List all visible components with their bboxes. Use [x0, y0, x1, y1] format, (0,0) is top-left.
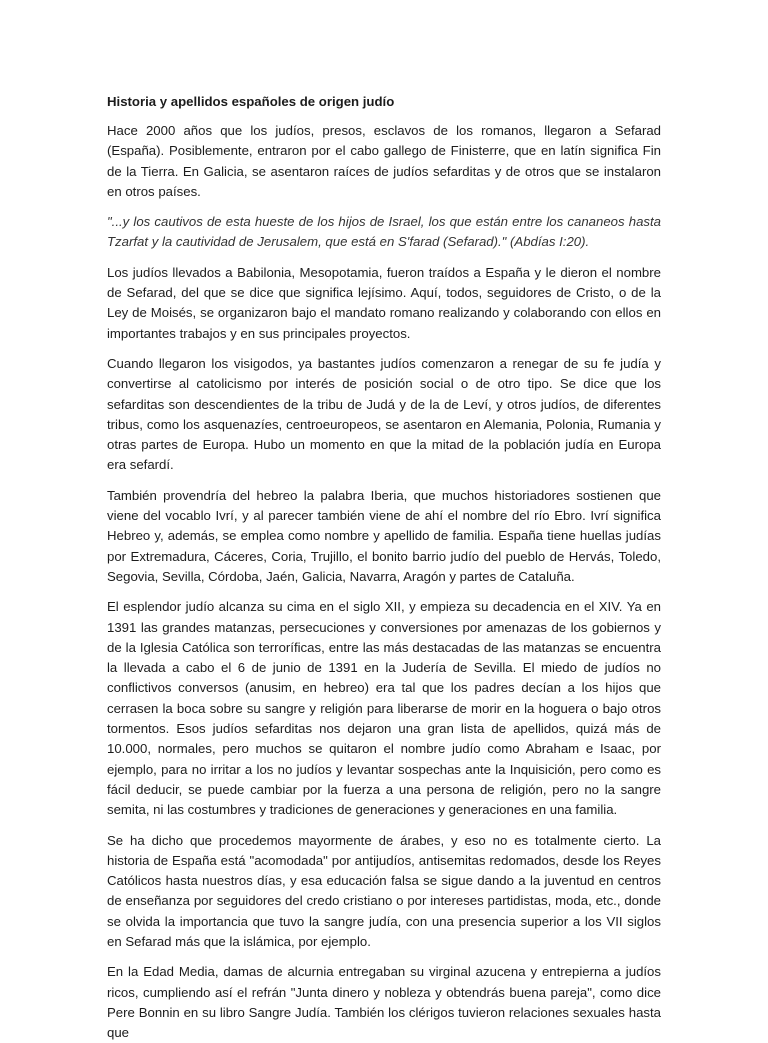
paragraph-7: Se ha dicho que procedemos mayormente de árabes, y eso no es totalmente cierto. La historia de España está "acomodada" por antijudíos, antisemitas redomados, desde los Reyes Católicos hasta nuestros días, y esa educación falsa se sigue dando a la juventud en centros de enseñanza por seguidores del credo cristiano o por intereses partidistas, moda, etc., donde se olvida la importancia que tuvo la sangre judía, con una presencia superior a los VII siglos en Sefarad más que la islámica, por ejemplo.	[107, 832, 661, 949]
paragraph-6: El esplendor judío alcanza su cima en el siglo XII, y empieza su decadencia en el XIV. Ya en 1391 las grandes matanzas, persecuciones y conversiones por amenazas de los gobiernos y de la Iglesia Católica son terroríficas, entre las más destacadas de las matanzas se encuentra la llevada a cabo el 6 de junio de 1391 en la Judería de Sevilla. El miedo de judíos no conflictivos conversos (anusim, en hebreo) era tal que los padres decían a los hijos que cerrasen la boca sobre su sangre y religión para liberarse de morir en la hoguera o bajo otros tormentos. Esos judíos sefarditas nos dejaron una gran lista de apellidos, quizá más de 10.000, normales, pero muchos se quitaron el nombre judío como Abraham e Isaac, por ejemplo, para no irritar a los no judíos y levantar sospechas ante la Inquisición, pero como es fácil deducir, se puede cambiar por la fuerza a una persona de religión, pero no la sangre semita, ni las costumbres y tradiciones de generaciones y generaciones en una familia.	[107, 599, 661, 818]
quote-paragraph: "...y los cautivos de esta hueste de los hijos de Israel, los que están entre los cananeos hasta Tzarfat y la cautividad de Jerusalem, que está en S'farad (Sefarad)." (Abdías I:20).	[107, 214, 661, 250]
document-title: Historia y apellidos españoles de origen judío	[107, 94, 395, 109]
paragraph-1: Hace 2000 años que los judíos, presos, esclavos de los romanos, llegaron a Sefarad (España). Posiblemente, entraron por el cabo gallego de Finisterre, que en latín significa Fin de la Tierra. En Galicia, se asentaron raíces de judíos sefarditas y de otros que se instalaron en otros países.	[107, 123, 661, 199]
paragraph-4: Cuando llegaron los visigodos, ya bastantes judíos comenzaron a renegar de su fe judía y convertirse al catolicismo por interés de posición social o de otro tipo. Se dice que los sefarditas son descendientes de la tribu de Judá y de la de Leví, y otros judíos, de diferentes tribus, como los asquenazíes, centroeuropeos, se asentaron en Alemania, Polonia, Rumania y otras partes de Europa. Hubo un momento en que la mitad de la población judía en Europa era sefardí.	[107, 355, 661, 473]
paragraph-8: En la Edad Media, damas de alcurnia entregaban su virginal azucena y entrepierna a judíos ricos, cumpliendo así el refrán "Junta dinero y nobleza y obtendrás buena pareja", como dice Pere Bonnin en su libro Sangre Judía. También los clérigos tuvieron relaciones sexuales hasta que	[107, 964, 661, 1041]
paragraph-3: Los judíos llevados a Babilonia, Mesopotamia, fueron traídos a España y le dieron el nombre de Sefarad, del que se dice que significa lejísimo. Aquí, todos, seguidores de Cristo, o de la Ley de Moisés, se organizaron bajo el mandato romano realizando y colaborando con ellos en importantes trabajos y en sus principales proyectos.	[107, 264, 661, 341]
paragraph-5: También provendría del hebreo la palabra Iberia, que muchos historiadores sostienen que viene del vocablo Ivrí, y al parecer también viene de ahí el nombre del río Ebro. Ivrí significa Hebreo y, además, se emplea como nombre y apellido de familia. España tiene huellas judías por Extremadura, Cáceres, Coria, Trujillo, el bonito barrio judío del pueblo de Hervás, Toledo, Segovia, Sevilla, Córdoba, Jaén, Galicia, Navarra, Aragón y partes de Cataluña.	[107, 487, 661, 584]
